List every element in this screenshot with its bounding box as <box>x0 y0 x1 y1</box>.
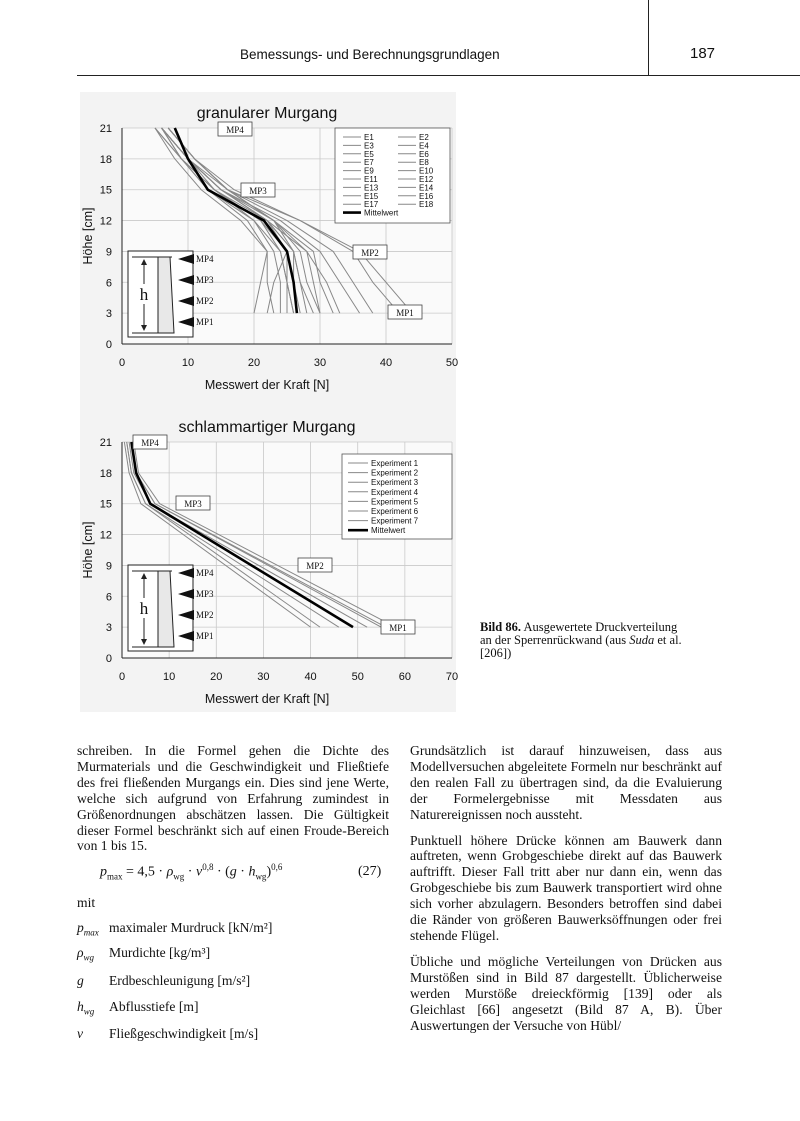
legend-entry: Experiment 4 <box>371 487 419 497</box>
legend-entry: E8 <box>419 158 429 168</box>
mp-label: MP1 <box>396 308 414 318</box>
y-tick-label: 3 <box>105 308 112 321</box>
y-axis-label: Höhe [cm] <box>81 207 95 265</box>
x-tick-label: 0 <box>118 357 126 369</box>
y-tick-label: 18 <box>99 153 112 166</box>
legend-entry: E18 <box>419 200 434 210</box>
inset-height-label: h <box>139 285 149 304</box>
y-tick-label: 9 <box>105 246 112 259</box>
symbol: $p_{max}$ <box>77 920 99 938</box>
y-tick-label: 12 <box>99 215 112 228</box>
y-axis-label: Höhe [cm] <box>81 521 95 579</box>
x-tick-label: 10 <box>163 671 176 683</box>
right-column <box>410 743 722 1043</box>
legend-entry: Experiment 2 <box>371 468 419 478</box>
right-paragraph-1: Grundsätzlich ist darauf hinzuweisen, dass aus Modellversuchen abgeleitete Formeln nur beschränkt auf den realen Fall zu übertragen sind, da die Evaluierung der Formelergebnisse mit Messdaten aus Naturereignissen noch aussteht. <box>410 743 722 822</box>
legend-entry: E15 <box>364 191 379 201</box>
x-tick-label: 20 <box>210 671 223 683</box>
symbol-description: Erdbeschleunigung [m/s²] <box>109 973 251 988</box>
y-tick-label: 6 <box>105 591 112 604</box>
right-paragraph-3: Übliche und mögliche Verteilungen von Drücken aus Murstößen sind in Bild 87 dargestellt. Üblicherweise werden Murstöße dreieckförmig [139] oder als Gleichlast [66] angesetzt (Bild 87 A, B). Über Auswertungen der Versuche von Hübl/ <box>410 953 722 1033</box>
y-tick-label: 6 <box>105 277 112 290</box>
legend-entry: E17 <box>364 200 379 210</box>
mp-label: MP3 <box>249 186 267 196</box>
inset-mp-label: MP4 <box>196 568 214 578</box>
y-tick-label: 3 <box>105 622 112 635</box>
legend-entry: E3 <box>364 141 374 151</box>
inset-mp-label: MP1 <box>196 631 214 641</box>
legend-entry: E9 <box>364 166 374 176</box>
legend-entry: E1 <box>364 133 374 142</box>
caption-text-after: et al. [206]) <box>480 633 682 660</box>
y-tick-label: 15 <box>99 184 112 197</box>
formula-27: $p_{max} = 4,5 \cdot \rho_{wg} \cdot v^{0,8} \cdot (g \cdot h_{wg})^{0,6}$ <box>100 862 283 882</box>
legend-entry: E11 <box>364 175 378 184</box>
caption-author: Suda <box>629 633 655 647</box>
legend-entry: E2 <box>419 133 429 142</box>
chart-title: granularer Murgang <box>196 105 338 122</box>
legend-entry: E7 <box>364 158 374 168</box>
figure-caption <box>480 621 690 660</box>
legend-entry: Experiment 1 <box>371 459 419 468</box>
inset-mp-label: MP2 <box>196 296 214 306</box>
mp-label: MP1 <box>389 623 407 633</box>
x-tick-label: 40 <box>379 357 393 369</box>
legend-entry: E10 <box>419 166 434 176</box>
y-tick-label: 21 <box>99 437 112 449</box>
inset-mp-label: MP3 <box>196 589 214 599</box>
legend-entry: E13 <box>364 183 379 193</box>
inset-height-label: h <box>139 599 149 618</box>
y-tick-label: 9 <box>105 560 112 573</box>
mit-label: mit <box>77 895 96 910</box>
y-tick-label: 0 <box>105 339 112 351</box>
chart-title: schlammartiger Murgang <box>178 419 356 436</box>
x-tick-label: 20 <box>247 357 261 369</box>
header-rule <box>77 75 800 76</box>
chart-mud <box>80 410 460 710</box>
x-tick-label: 50 <box>351 671 364 683</box>
x-tick-label: 40 <box>304 671 317 683</box>
legend-entry: E16 <box>419 191 434 201</box>
symbol-description: Abflusstiefe [m] <box>109 999 199 1014</box>
y-tick-label: 15 <box>99 498 112 511</box>
symbol-description: maximaler Murdruck [kN/m²] <box>109 920 273 935</box>
symbol: $\rho_{wg}$ <box>77 945 95 963</box>
x-tick-label: 60 <box>398 671 411 683</box>
legend-entry: E14 <box>419 183 434 193</box>
legend-entry: Experiment 7 <box>371 516 419 526</box>
inset-mp-label: MP2 <box>196 610 214 620</box>
x-tick-label: 30 <box>313 357 327 369</box>
symbol-description: Fließgeschwindigkeit [m/s] <box>109 1026 259 1041</box>
legend-entry: Experiment 3 <box>371 478 419 488</box>
symbol: v <box>77 1026 84 1041</box>
legend-entry: Experiment 6 <box>371 507 419 516</box>
mp-label: MP4 <box>226 125 244 135</box>
symbol: $h_{wg}$ <box>77 999 95 1017</box>
x-tick-label: 50 <box>445 357 459 369</box>
inset-mp-label: MP1 <box>196 317 214 327</box>
x-tick-label: 0 <box>118 671 126 683</box>
legend-entry-mean: Mittelwert <box>371 526 406 536</box>
symbol: g <box>77 973 84 988</box>
left-paragraph: schreiben. In die Formel gehen die Dichte des Murmaterials und die Geschwindigkeit und Fließtiefe des frei fließenden Murgangs ein. Dies sind jene Werte, welche sich aufgrund von Erfahrung zumindest in Größenordnungen abschätzen lassen. Die Gültigkeit dieser Formel beschränkt sich auf einen Froude-Bereich von 1 bis 15. <box>77 743 389 854</box>
symbol-description: Murdichte [kg/m³] <box>109 945 211 960</box>
y-tick-label: 21 <box>99 123 112 135</box>
x-tick-label: 70 <box>445 671 459 683</box>
legend-entry: E6 <box>419 149 429 159</box>
x-axis-label: Messwert der Kraft [N] <box>204 378 330 392</box>
caption-label: Bild 86. <box>480 620 521 634</box>
mp-label: MP3 <box>184 499 202 509</box>
x-tick-label: 30 <box>257 671 270 683</box>
x-axis-label: Messwert der Kraft [N] <box>204 692 330 706</box>
formula-number: (27) <box>358 864 382 879</box>
y-tick-label: 12 <box>99 529 112 542</box>
legend-entry-mean: Mittelwert <box>364 208 399 218</box>
legend-entry: E12 <box>419 175 434 184</box>
y-tick-label: 18 <box>99 467 112 480</box>
mp-label: MP4 <box>141 438 159 448</box>
inset-mp-label: MP4 <box>196 254 214 264</box>
caption-text-before: Ausgewertete Druckverteilung an der Sperrenrückwand (aus <box>480 620 678 647</box>
legend-entry: E5 <box>364 149 374 159</box>
mp-label: MP2 <box>306 561 324 571</box>
inset-mp-label: MP3 <box>196 275 214 285</box>
right-paragraph-2: Punktuell höhere Drücke können am Bauwerk dann auftreten, wenn Grobgeschiebe direkt auf das Bauwerk auftrifft. Dieser Fall tritt aber nur dann ein, wenn das Grobgeschiebe bis zum Bauwerk transportiert wird ohne sich vorher abzulagern. Besonders betroffen sind dabei die Ränder von größeren Bauwerksöffnungen oder frei stehende Flügel. <box>410 832 722 943</box>
left-column <box>77 743 389 864</box>
running-head: Bemessungs- und Berechnungsgrundlagen <box>240 47 500 62</box>
chart-granular <box>80 98 460 398</box>
legend-entry: Experiment 5 <box>371 497 419 507</box>
page-number: 187 <box>690 45 716 62</box>
legend-entry: E4 <box>419 141 429 151</box>
y-tick-label: 0 <box>105 653 112 665</box>
x-tick-label: 10 <box>181 357 195 369</box>
header-divider <box>648 0 649 76</box>
mp-label: MP2 <box>361 248 379 258</box>
